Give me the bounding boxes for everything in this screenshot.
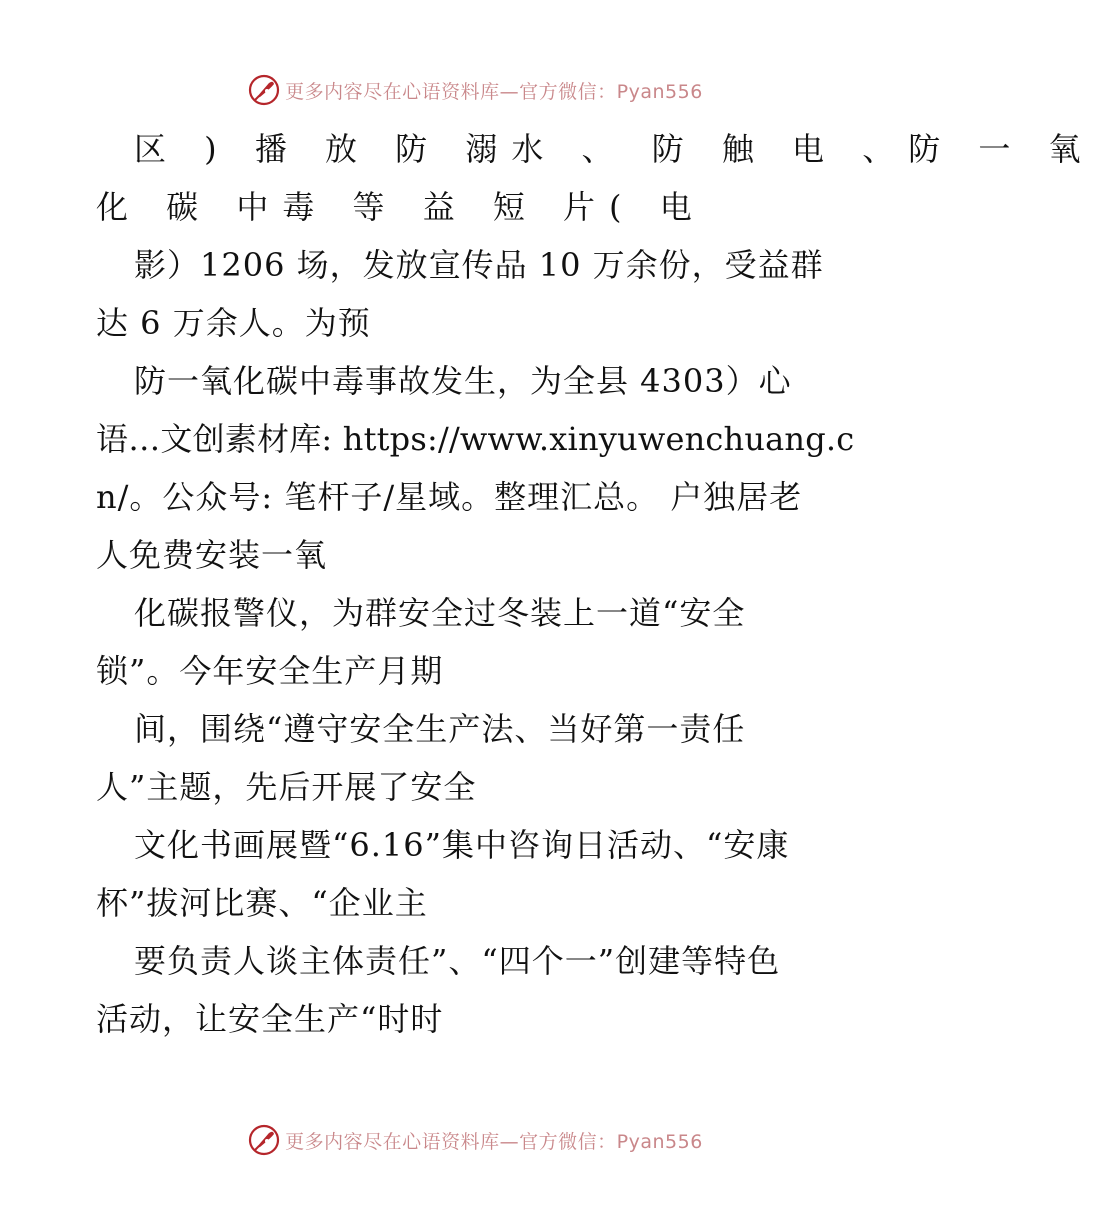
body-line: 防一氧化碳中毒事故发生，为全县 4303）心 [134,362,792,400]
footer-banner [0,1120,950,1160]
body-line: 人”主题，先后开展了安全 [96,768,477,806]
body-line: n/。公众号: 笔杆子/星域。整理汇总。 户独居老 [96,478,803,516]
quill-logo-icon [247,1123,281,1157]
header-banner-text: 更多内容尽在心语资料库—官方微信：Pyan556 [285,80,703,103]
body-line: 文化书画展暨“6.16”集中咨询日活动、“安康 [134,826,790,864]
body-line: 达 6 万余人。为预 [96,304,371,342]
body-line: 要负责人谈主体责任”、“四个一”创建等特色 [134,942,781,980]
body-line: 影）1206 场，发放宣传品 10 万余份，受益群 [134,246,824,284]
body-line: 间，围绕“遵守安全生产法、当好第一责任 [134,710,746,748]
body-line: 化碳报警仪，为群安全过冬装上一道“安全 [134,594,746,632]
header-banner-inner [247,73,703,107]
body-line: 化 碳 中毒 等 益 短 片( 电 [96,188,706,226]
body-line: 人免费安装一氧 [96,536,328,574]
document-body [96,120,1095,1048]
body-line: 活动，让安全生产“时时 [96,1000,444,1038]
body-line: 锁”。今年安全生产月期 [96,652,444,690]
body-line: 区 ) 播 放 防 溺水 、 防 触 电 、防 一 氧 [134,130,1095,168]
body-line: 杯”拔河比赛、“企业主 [96,884,428,922]
body-line: 语…文创素材库: https://www.xinyuwenchuang.c [96,420,855,458]
footer-banner-inner [247,1123,703,1157]
header-banner [0,70,950,110]
quill-logo-icon [247,73,281,107]
footer-banner-text: 更多内容尽在心语资料库—官方微信：Pyan556 [285,1130,703,1153]
